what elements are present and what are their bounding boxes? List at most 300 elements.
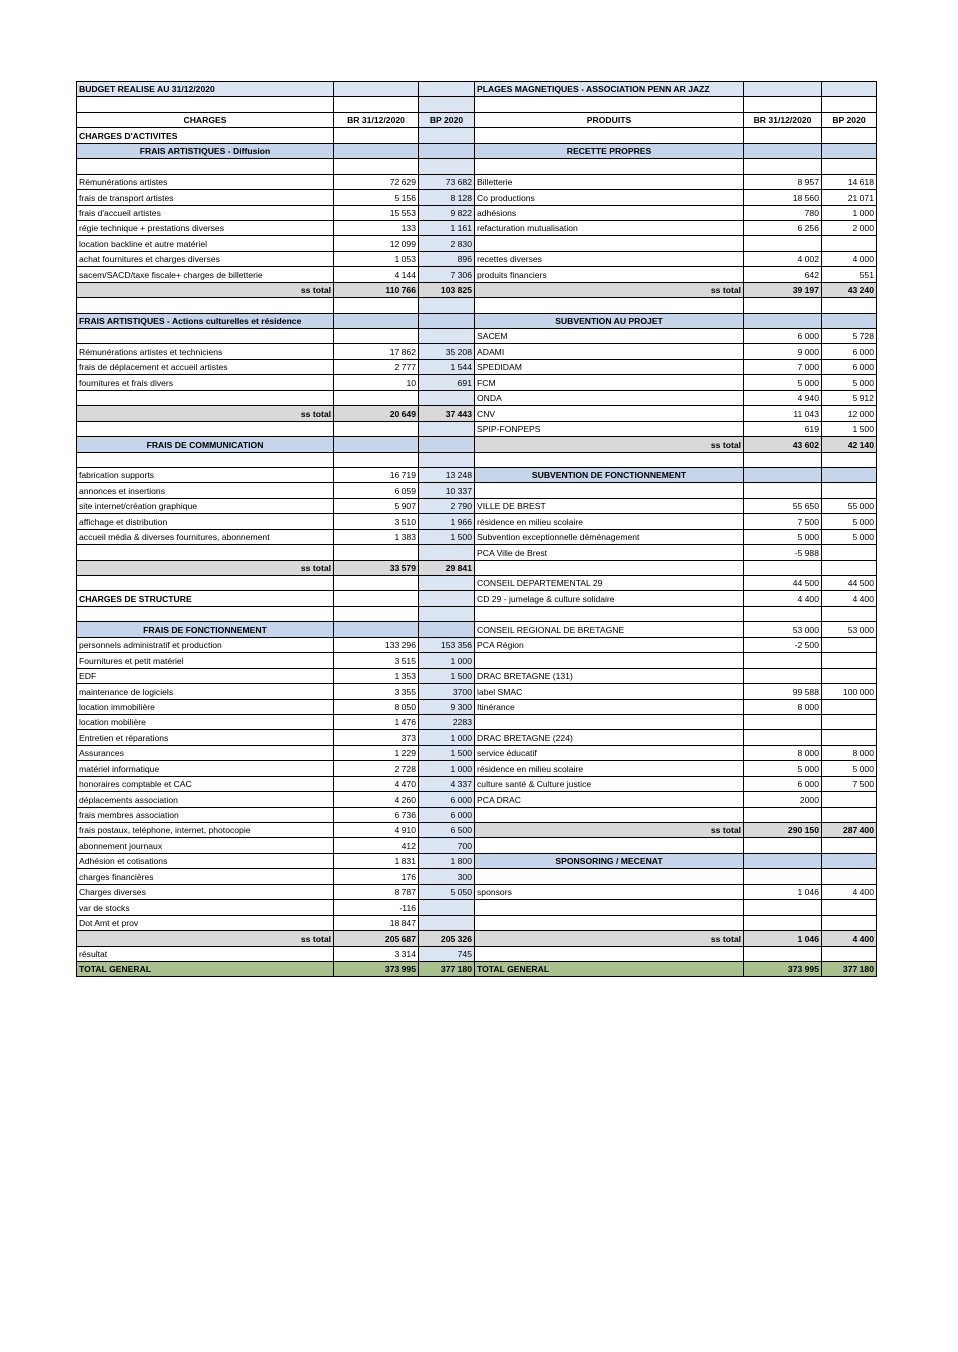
produit-bp-value: 5 000 bbox=[822, 761, 877, 776]
charge-label: var de stocks bbox=[77, 900, 334, 915]
budget-table bbox=[76, 81, 877, 977]
charge-br-value: 8 050 bbox=[334, 699, 419, 714]
produit-br-value: 5 000 bbox=[744, 761, 822, 776]
charge-bp-value: 1 500 bbox=[419, 529, 475, 544]
table-row bbox=[77, 807, 877, 822]
charge-br-value: 12 099 bbox=[334, 236, 419, 251]
charge-bp-value: 1 000 bbox=[419, 653, 475, 668]
charges-header: CHARGES bbox=[77, 112, 334, 127]
produit-br-value bbox=[744, 838, 822, 853]
table-row bbox=[77, 406, 877, 421]
charge-br-value bbox=[334, 421, 419, 436]
table-row bbox=[77, 560, 877, 575]
charge-br-value bbox=[334, 329, 419, 344]
charge-bp-value: 37 443 bbox=[419, 406, 475, 421]
sheet-title: BUDGET REALISE AU 31/12/2020 bbox=[77, 82, 334, 97]
produit-br-value: 5 000 bbox=[744, 375, 822, 390]
charge-br-value: 4 470 bbox=[334, 776, 419, 791]
produit-bp-value: 4 000 bbox=[822, 251, 877, 266]
charge-br-value: 2 777 bbox=[334, 359, 419, 374]
charge-label: location mobilière bbox=[77, 714, 334, 729]
table-row bbox=[77, 421, 877, 436]
produit-bp-value: 55 000 bbox=[822, 498, 877, 513]
table-row bbox=[77, 946, 877, 961]
charge-br-value bbox=[334, 143, 419, 158]
charge-bp-value: 5 050 bbox=[419, 884, 475, 899]
produit-label bbox=[475, 606, 744, 621]
produit-bp-value bbox=[822, 483, 877, 498]
produit-label: ss total bbox=[475, 282, 744, 297]
table-row bbox=[77, 390, 877, 405]
charge-br-value: 10 bbox=[334, 375, 419, 390]
produit-br-value bbox=[744, 298, 822, 313]
produit-bp-value bbox=[822, 452, 877, 467]
table-row bbox=[77, 653, 877, 668]
produit-label bbox=[475, 714, 744, 729]
produit-bp-value: 14 618 bbox=[822, 174, 877, 189]
charge-label: FRAIS DE FONCTIONNEMENT bbox=[77, 622, 334, 637]
charge-br-value: 33 579 bbox=[334, 560, 419, 575]
charge-bp-value: 10 337 bbox=[419, 483, 475, 498]
produit-br-value bbox=[744, 807, 822, 822]
charge-label: déplacements association bbox=[77, 792, 334, 807]
produit-label: TOTAL GENERAL bbox=[475, 961, 744, 976]
produit-br-value: 55 650 bbox=[744, 498, 822, 513]
charge-label: régie technique + prestations diverses bbox=[77, 220, 334, 235]
produit-br-value: 373 995 bbox=[744, 961, 822, 976]
table-row bbox=[77, 329, 877, 344]
produit-bp-value bbox=[822, 668, 877, 683]
charge-br-value: 6 059 bbox=[334, 483, 419, 498]
charge-label: frais d'accueil artistes bbox=[77, 205, 334, 220]
produit-label bbox=[475, 869, 744, 884]
charge-bp-value bbox=[419, 421, 475, 436]
charge-label: personnels administratif et production bbox=[77, 637, 334, 652]
charge-bp-value: 1 500 bbox=[419, 745, 475, 760]
produit-bp-value: 6 000 bbox=[822, 344, 877, 359]
charge-label: Rémunérations artistes et techniciens bbox=[77, 344, 334, 359]
charge-label: frais de déplacement et accueil artistes bbox=[77, 359, 334, 374]
table-row bbox=[77, 313, 877, 328]
charge-bp-value: 1 800 bbox=[419, 853, 475, 868]
charge-bp-value: 13 248 bbox=[419, 467, 475, 482]
charge-br-value bbox=[334, 128, 419, 143]
charge-bp-value: 29 841 bbox=[419, 560, 475, 575]
charge-br-value: 133 296 bbox=[334, 637, 419, 652]
produit-bp-value bbox=[822, 313, 877, 328]
produit-label: adhésions bbox=[475, 205, 744, 220]
produit-bp-value bbox=[822, 159, 877, 174]
produit-br-value: -2 500 bbox=[744, 637, 822, 652]
charge-br-value bbox=[334, 606, 419, 621]
produit-label: Itinérance bbox=[475, 699, 744, 714]
charge-bp-value: 3700 bbox=[419, 684, 475, 699]
table-row bbox=[77, 452, 877, 467]
charge-br-value bbox=[334, 159, 419, 174]
charge-label: FRAIS DE COMMUNICATION bbox=[77, 437, 334, 452]
charge-label: Adhésion et cotisations bbox=[77, 853, 334, 868]
produit-label: VILLE DE BREST bbox=[475, 498, 744, 513]
produit-label bbox=[475, 298, 744, 313]
charge-label bbox=[77, 545, 334, 560]
charge-label: frais membres association bbox=[77, 807, 334, 822]
table-row bbox=[77, 375, 877, 390]
table-row bbox=[77, 761, 877, 776]
charge-label: annonces et insertions bbox=[77, 483, 334, 498]
charge-label: maintenance de logiciels bbox=[77, 684, 334, 699]
produit-label: CONSEIL DEPARTEMENTAL 29 bbox=[475, 576, 744, 591]
produit-br-value: 8 957 bbox=[744, 174, 822, 189]
charge-bp-value: 745 bbox=[419, 946, 475, 961]
charge-label bbox=[77, 421, 334, 436]
produit-br-value: 4 940 bbox=[744, 390, 822, 405]
table-row bbox=[77, 730, 877, 745]
produit-bp-value: 5 000 bbox=[822, 529, 877, 544]
charge-label bbox=[77, 390, 334, 405]
produit-label: SUBVENTION AU PROJET bbox=[475, 313, 744, 328]
table-row bbox=[77, 545, 877, 560]
produit-label: résidence en milieu scolaire bbox=[475, 761, 744, 776]
produit-br-value: 8 000 bbox=[744, 745, 822, 760]
br-column-header: BR 31/12/2020 bbox=[744, 112, 822, 127]
charge-br-value: 18 847 bbox=[334, 915, 419, 930]
table-row bbox=[77, 622, 877, 637]
produit-br-value bbox=[744, 900, 822, 915]
charge-br-value: 17 862 bbox=[334, 344, 419, 359]
empty-cell bbox=[77, 97, 334, 112]
table-row bbox=[77, 97, 877, 112]
charge-label: location backline et autre matériel bbox=[77, 236, 334, 251]
charge-br-value: 72 629 bbox=[334, 174, 419, 189]
table-row bbox=[77, 714, 877, 729]
produit-bp-value bbox=[822, 467, 877, 482]
produit-label bbox=[475, 560, 744, 575]
produit-bp-value: 5 000 bbox=[822, 514, 877, 529]
produit-bp-value bbox=[822, 606, 877, 621]
charge-br-value bbox=[334, 545, 419, 560]
br-column-header: BR 31/12/2020 bbox=[334, 112, 419, 127]
budget-sheet bbox=[76, 81, 876, 977]
produit-br-value: 7 000 bbox=[744, 359, 822, 374]
produit-bp-value: 8 000 bbox=[822, 745, 877, 760]
table-row bbox=[77, 745, 877, 760]
charge-br-value: 1 383 bbox=[334, 529, 419, 544]
produit-bp-value bbox=[822, 792, 877, 807]
association-title: PLAGES MAGNETIQUES - ASSOCIATION PENN AR JAZZ bbox=[475, 82, 744, 97]
produit-bp-value: 5 728 bbox=[822, 329, 877, 344]
charge-bp-value: 35 208 bbox=[419, 344, 475, 359]
produit-br-value: 6 256 bbox=[744, 220, 822, 235]
produit-label: ss total bbox=[475, 437, 744, 452]
charge-br-value: 15 553 bbox=[334, 205, 419, 220]
produit-br-value bbox=[744, 714, 822, 729]
produit-label: PCA DRAC bbox=[475, 792, 744, 807]
table-row bbox=[77, 823, 877, 838]
charge-label bbox=[77, 452, 334, 467]
charge-br-value bbox=[334, 591, 419, 606]
bp-column-header: BP 2020 bbox=[419, 112, 475, 127]
budget-table-body bbox=[77, 82, 877, 977]
produit-br-value: 39 197 bbox=[744, 282, 822, 297]
produit-br-value: 18 560 bbox=[744, 190, 822, 205]
produit-bp-value bbox=[822, 143, 877, 158]
produit-label: SPEDIDAM bbox=[475, 359, 744, 374]
charge-label: frais de transport artistes bbox=[77, 190, 334, 205]
charge-bp-value: 1 966 bbox=[419, 514, 475, 529]
table-row bbox=[77, 483, 877, 498]
produit-label: SPONSORING / MECENAT bbox=[475, 853, 744, 868]
charge-label: CHARGES DE STRUCTURE bbox=[77, 591, 334, 606]
produit-bp-value bbox=[822, 714, 877, 729]
charge-bp-value: 300 bbox=[419, 869, 475, 884]
charge-br-value: 8 787 bbox=[334, 884, 419, 899]
produit-bp-value: 1 500 bbox=[822, 421, 877, 436]
produit-bp-value: 100 000 bbox=[822, 684, 877, 699]
produit-label bbox=[475, 915, 744, 930]
produit-bp-value: 12 000 bbox=[822, 406, 877, 421]
produit-br-value bbox=[744, 452, 822, 467]
charge-label: FRAIS ARTISTIQUES - Actions culturelles et résidence bbox=[77, 313, 334, 328]
charge-br-value: 3 515 bbox=[334, 653, 419, 668]
produit-br-value bbox=[744, 730, 822, 745]
charge-bp-value: 2283 bbox=[419, 714, 475, 729]
charge-br-value: 3 355 bbox=[334, 684, 419, 699]
charge-br-value bbox=[334, 313, 419, 328]
charge-br-value: 205 687 bbox=[334, 931, 419, 946]
charge-br-value: -116 bbox=[334, 900, 419, 915]
charge-label: Rémunérations artistes bbox=[77, 174, 334, 189]
produit-label: résidence en milieu scolaire bbox=[475, 514, 744, 529]
charge-label: ss total bbox=[77, 282, 334, 297]
produit-br-value bbox=[744, 653, 822, 668]
produit-bp-value bbox=[822, 915, 877, 930]
charge-label: accueil média & diverses fournitures, abonnement bbox=[77, 529, 334, 544]
charge-br-value: 4 260 bbox=[334, 792, 419, 807]
produit-label bbox=[475, 900, 744, 915]
produit-bp-value bbox=[822, 838, 877, 853]
table-row bbox=[77, 529, 877, 544]
charge-bp-value bbox=[419, 591, 475, 606]
charge-br-value: 1 053 bbox=[334, 251, 419, 266]
charge-bp-value: 73 682 bbox=[419, 174, 475, 189]
charge-bp-value: 9 822 bbox=[419, 205, 475, 220]
produit-br-value bbox=[744, 560, 822, 575]
table-row bbox=[77, 174, 877, 189]
produit-bp-value: 2 000 bbox=[822, 220, 877, 235]
charge-label: Entretien et réparations bbox=[77, 730, 334, 745]
table-row bbox=[77, 699, 877, 714]
charge-br-value bbox=[334, 390, 419, 405]
produit-label bbox=[475, 946, 744, 961]
produit-label bbox=[475, 452, 744, 467]
table-row bbox=[77, 112, 877, 127]
empty-cell bbox=[744, 82, 822, 97]
table-row bbox=[77, 900, 877, 915]
produit-label: Billetterie bbox=[475, 174, 744, 189]
produit-br-value: 44 500 bbox=[744, 576, 822, 591]
produit-bp-value: 4 400 bbox=[822, 931, 877, 946]
produit-label: label SMAC bbox=[475, 684, 744, 699]
produit-label: CNV bbox=[475, 406, 744, 421]
charge-label: affichage et distribution bbox=[77, 514, 334, 529]
charge-bp-value bbox=[419, 159, 475, 174]
produit-bp-value: 53 000 bbox=[822, 622, 877, 637]
produit-br-value: 6 000 bbox=[744, 329, 822, 344]
table-row bbox=[77, 298, 877, 313]
produit-br-value bbox=[744, 236, 822, 251]
produit-br-value: 9 000 bbox=[744, 344, 822, 359]
produit-label: sponsors bbox=[475, 884, 744, 899]
produit-bp-value: 4 400 bbox=[822, 884, 877, 899]
charge-br-value bbox=[334, 622, 419, 637]
table-row bbox=[77, 236, 877, 251]
charge-bp-value bbox=[419, 298, 475, 313]
produit-br-value bbox=[744, 483, 822, 498]
produit-label: CONSEIL REGIONAL DE BRETAGNE bbox=[475, 622, 744, 637]
produit-label bbox=[475, 128, 744, 143]
charge-label: ss total bbox=[77, 406, 334, 421]
charge-br-value: 16 719 bbox=[334, 467, 419, 482]
charge-label bbox=[77, 606, 334, 621]
table-row bbox=[77, 159, 877, 174]
table-row bbox=[77, 514, 877, 529]
produit-label bbox=[475, 838, 744, 853]
charge-bp-value: 1 000 bbox=[419, 730, 475, 745]
table-row bbox=[77, 961, 877, 976]
produit-br-value: 43 602 bbox=[744, 437, 822, 452]
table-row bbox=[77, 853, 877, 868]
produit-br-value bbox=[744, 915, 822, 930]
produit-br-value: 6 000 bbox=[744, 776, 822, 791]
produit-br-value: 53 000 bbox=[744, 622, 822, 637]
table-row bbox=[77, 251, 877, 266]
charge-bp-value: 103 825 bbox=[419, 282, 475, 297]
charge-bp-value: 2 790 bbox=[419, 498, 475, 513]
charge-bp-value: 8 128 bbox=[419, 190, 475, 205]
produit-label bbox=[475, 159, 744, 174]
produit-bp-value: 377 180 bbox=[822, 961, 877, 976]
produit-label: Co productions bbox=[475, 190, 744, 205]
produit-bp-value: 5 912 bbox=[822, 390, 877, 405]
charge-bp-value bbox=[419, 576, 475, 591]
produit-bp-value: 42 140 bbox=[822, 437, 877, 452]
produit-br-value: 780 bbox=[744, 205, 822, 220]
produit-label bbox=[475, 807, 744, 822]
produit-br-value: 4 400 bbox=[744, 591, 822, 606]
table-row bbox=[77, 282, 877, 297]
charge-label: EDF bbox=[77, 668, 334, 683]
produit-bp-value bbox=[822, 653, 877, 668]
produit-br-value: 2000 bbox=[744, 792, 822, 807]
charge-label: Charges diverses bbox=[77, 884, 334, 899]
charge-br-value: 110 766 bbox=[334, 282, 419, 297]
charge-bp-value: 4 337 bbox=[419, 776, 475, 791]
table-row bbox=[77, 190, 877, 205]
produit-br-value bbox=[744, 853, 822, 868]
charge-br-value: 20 649 bbox=[334, 406, 419, 421]
table-row bbox=[77, 637, 877, 652]
charge-label: FRAIS ARTISTIQUES - Diffusion bbox=[77, 143, 334, 158]
charge-br-value: 3 314 bbox=[334, 946, 419, 961]
charge-bp-value: 700 bbox=[419, 838, 475, 853]
charge-bp-value bbox=[419, 313, 475, 328]
charge-br-value: 5 907 bbox=[334, 498, 419, 513]
table-row bbox=[77, 143, 877, 158]
charge-label: résultat bbox=[77, 946, 334, 961]
produit-label: SACEM bbox=[475, 329, 744, 344]
charge-label: abonnement journaux bbox=[77, 838, 334, 853]
charge-bp-value bbox=[419, 915, 475, 930]
charge-br-value: 1 229 bbox=[334, 745, 419, 760]
produit-label: SPIP-FONPEPS bbox=[475, 421, 744, 436]
charge-label: honoraires comptable et CAC bbox=[77, 776, 334, 791]
produit-label bbox=[475, 653, 744, 668]
empty-cell bbox=[822, 82, 877, 97]
charge-br-value bbox=[334, 576, 419, 591]
table-row bbox=[77, 498, 877, 513]
charge-bp-value: 153 356 bbox=[419, 637, 475, 652]
charge-bp-value: 9 300 bbox=[419, 699, 475, 714]
produit-br-value: 642 bbox=[744, 267, 822, 282]
table-row bbox=[77, 576, 877, 591]
produit-br-value bbox=[744, 869, 822, 884]
produit-bp-value bbox=[822, 128, 877, 143]
table-row bbox=[77, 776, 877, 791]
charge-br-value bbox=[334, 452, 419, 467]
charge-br-value: 5 156 bbox=[334, 190, 419, 205]
produit-label: Subvention exceptionnelle déménagement bbox=[475, 529, 744, 544]
empty-cell bbox=[334, 82, 419, 97]
produit-label: ss total bbox=[475, 823, 744, 838]
produit-bp-value bbox=[822, 637, 877, 652]
charge-bp-value: 896 bbox=[419, 251, 475, 266]
produit-bp-value: 1 000 bbox=[822, 205, 877, 220]
charge-label: sacem/SACD/taxe fiscale+ charges de billetterie bbox=[77, 267, 334, 282]
charge-bp-value: 7 306 bbox=[419, 267, 475, 282]
charge-bp-value: 1 500 bbox=[419, 668, 475, 683]
produit-label: service éducatif bbox=[475, 745, 744, 760]
produit-bp-value bbox=[822, 545, 877, 560]
table-row bbox=[77, 344, 877, 359]
charge-bp-value bbox=[419, 143, 475, 158]
table-row bbox=[77, 931, 877, 946]
charge-bp-value: 6 000 bbox=[419, 807, 475, 822]
charge-label: site internet/création graphique bbox=[77, 498, 334, 513]
produit-br-value bbox=[744, 467, 822, 482]
charge-bp-value bbox=[419, 545, 475, 560]
charge-label: Dot Amt et prov bbox=[77, 915, 334, 930]
charge-bp-value bbox=[419, 128, 475, 143]
charge-bp-value bbox=[419, 452, 475, 467]
produit-bp-value: 21 071 bbox=[822, 190, 877, 205]
produit-label: produits financiers bbox=[475, 267, 744, 282]
produit-label: PCA Ville de Brest bbox=[475, 545, 744, 560]
produit-br-value bbox=[744, 668, 822, 683]
table-row bbox=[77, 838, 877, 853]
produit-br-value: 7 500 bbox=[744, 514, 822, 529]
produit-br-value: 5 000 bbox=[744, 529, 822, 544]
charge-label: fabrication supports bbox=[77, 467, 334, 482]
charge-br-value: 1 831 bbox=[334, 853, 419, 868]
charge-br-value: 412 bbox=[334, 838, 419, 853]
produit-br-value: 99 588 bbox=[744, 684, 822, 699]
empty-cell bbox=[334, 97, 419, 112]
charge-label bbox=[77, 576, 334, 591]
table-row bbox=[77, 467, 877, 482]
produit-label: DRAC BRETAGNE (224) bbox=[475, 730, 744, 745]
produit-bp-value: 6 000 bbox=[822, 359, 877, 374]
produit-label: ADAMI bbox=[475, 344, 744, 359]
